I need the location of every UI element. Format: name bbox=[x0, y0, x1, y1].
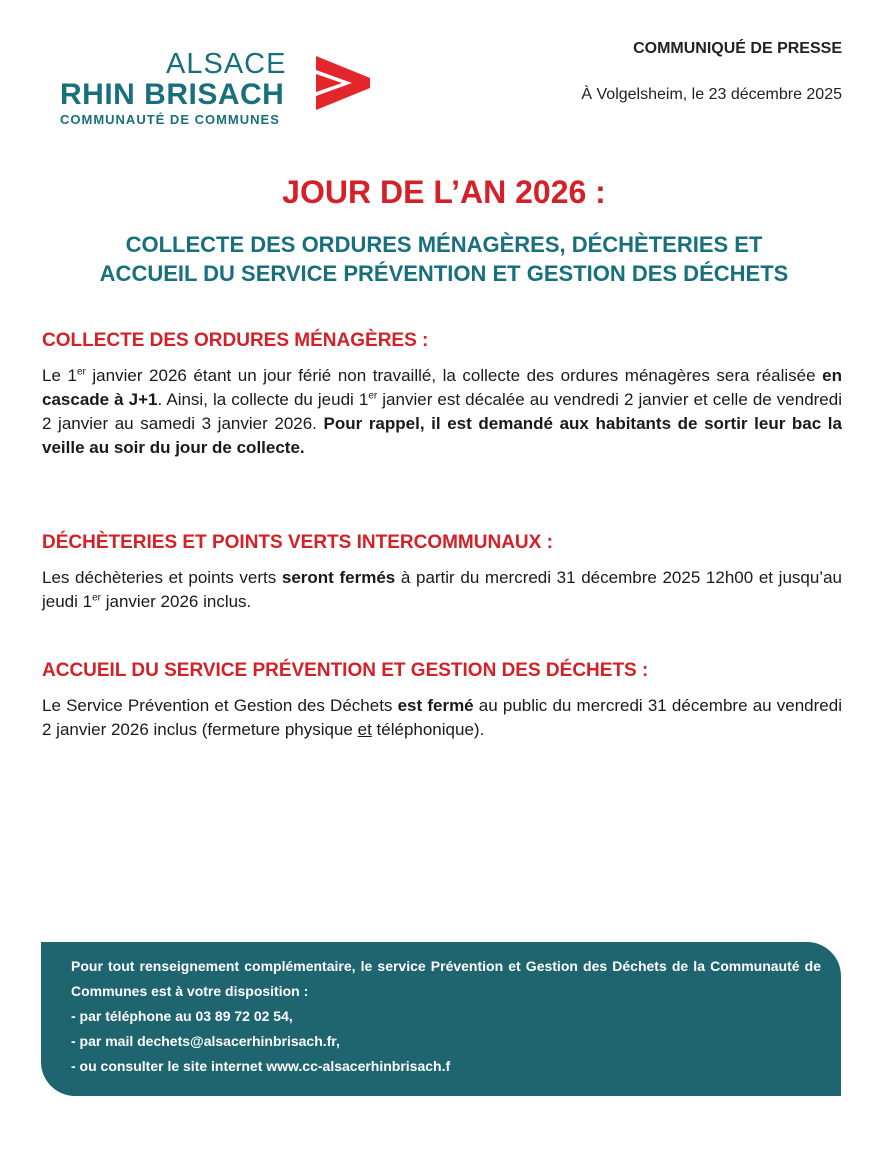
text: Le Service Prévention et Gestion des Déchets bbox=[42, 696, 398, 715]
text: janvier 2026 inclus. bbox=[101, 592, 252, 611]
bold-text: est fermé bbox=[397, 696, 474, 715]
press-release-label: COMMUNIQUÉ DE PRESSE bbox=[633, 40, 842, 57]
section-heading-accueil: ACCUEIL DU SERVICE PRÉVENTION ET GESTION DES DÉCHETS : bbox=[42, 660, 649, 681]
logo-line-communaute: COMMUNAUTÉ DE COMMUNES bbox=[60, 112, 280, 127]
superscript: er bbox=[76, 366, 86, 378]
contact-intro: Pour tout renseignement complémentaire, le service Prévention et Gestion des Déchets de la Communauté de Communes est à votre disposition : bbox=[71, 958, 821, 999]
text: au public du mercredi 31 décembre au vendredi 2 janvier 2026 inclus (fermeture physique bbox=[42, 696, 842, 739]
text: Le 1 bbox=[42, 366, 77, 385]
superscript: er bbox=[368, 390, 378, 402]
subtitle-line-2: ACCUEIL DU SERVICE PRÉVENTION ET GESTION DES DÉCHETS bbox=[99, 261, 789, 286]
logo-line-alsace: ALSACE bbox=[166, 48, 287, 80]
text: janvier est décalée au vendredi 2 janvier et celle de vendredi 2 janvier au samedi 3 janvier 2026. bbox=[42, 390, 842, 433]
section-body-collecte bbox=[42, 364, 842, 460]
text: téléphonique). bbox=[371, 720, 485, 739]
bold-text: Pour rappel, il est demandé aux habitants de sortir leur bac la veille au soir du jour de collecte. bbox=[42, 414, 842, 457]
bold-text: en cascade à J+1 bbox=[42, 366, 842, 409]
contact-info-text bbox=[71, 954, 821, 1079]
text: . Ainsi, la collecte du jeudi 1 bbox=[157, 390, 369, 409]
bold-text: seront fermés bbox=[281, 568, 396, 587]
logo-chevron-icon bbox=[312, 52, 372, 114]
text: janvier 2026 étant un jour férié non travaillé, la collecte des ordures ménagères sera réalisée bbox=[85, 366, 823, 385]
section-body-accueil bbox=[42, 694, 842, 742]
subtitle-line-1: COLLECTE DES ORDURES MÉNAGÈRES, DÉCHÈTERIES ET bbox=[125, 232, 763, 257]
text: Les déchèteries et points verts bbox=[42, 568, 282, 587]
contact-phone: - par téléphone au 03 89 72 02 54, bbox=[71, 1008, 293, 1024]
contact-mail: - par mail dechets@alsacerhinbrisach.fr, bbox=[71, 1033, 340, 1049]
subtitle bbox=[40, 230, 848, 288]
page-title: JOUR DE L’AN 2026 : bbox=[282, 174, 606, 210]
contact-info-box bbox=[41, 942, 841, 1096]
dateline: À Volgelsheim, le 23 décembre 2025 bbox=[581, 86, 842, 103]
superscript: er bbox=[92, 592, 102, 604]
logo-line-rhin-brisach: RHIN BRISACH bbox=[60, 78, 285, 111]
section-body-decheteries bbox=[42, 566, 842, 614]
section-heading-collecte: COLLECTE DES ORDURES MÉNAGÈRES : bbox=[42, 330, 429, 351]
section-heading-decheteries: DÉCHÈTERIES ET POINTS VERTS INTERCOMMUNAUX : bbox=[42, 532, 553, 553]
logo bbox=[58, 48, 378, 132]
underlined-text: et bbox=[357, 720, 372, 739]
text: à partir du mercredi 31 décembre 2025 12h00 et jusqu’au jeudi 1 bbox=[42, 568, 842, 611]
contact-website: - ou consulter le site internet www.cc-alsacerhinbrisach.f bbox=[71, 1058, 451, 1074]
